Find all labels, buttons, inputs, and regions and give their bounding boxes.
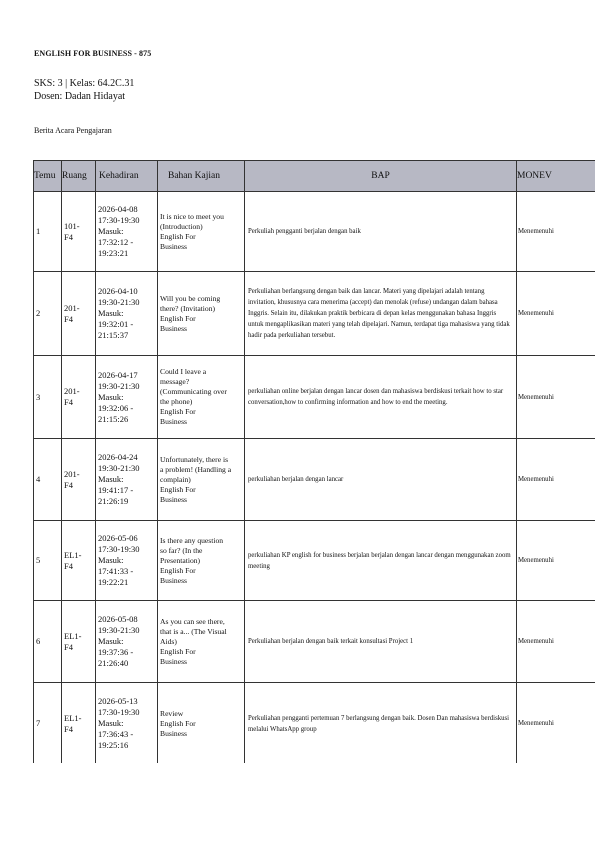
kehadiran-line: Masuk: xyxy=(98,718,124,728)
cell-monev: Menemenuhi xyxy=(517,192,595,272)
table-row xyxy=(34,272,595,356)
cell-bahan-kajian xyxy=(158,683,245,764)
bahan-line: that is a... (The Visual xyxy=(160,626,227,636)
kehadiran-line: 21:26:19 xyxy=(98,496,129,506)
kehadiran-line: 19:25:16 xyxy=(98,740,129,750)
cell-monev: Menemenuhi xyxy=(517,439,595,521)
cell-ruang xyxy=(62,683,96,764)
cell-temu: 5 xyxy=(34,521,62,601)
col-header-bahan-kajian: Bahan Kajian xyxy=(158,161,245,192)
kehadiran-line: Masuk: xyxy=(98,226,124,236)
table-row xyxy=(34,192,595,272)
cell-kehadiran xyxy=(96,683,158,764)
col-header-ruang: Ruang xyxy=(62,161,96,192)
table-row xyxy=(34,683,595,764)
sks-class-info: SKS: 3 | Kelas: 64.2C.31 xyxy=(34,78,135,89)
kehadiran-line: 19:41:17 - xyxy=(98,485,134,495)
kehadiran-line: 2026-04-08 xyxy=(98,204,138,214)
cell-kehadiran xyxy=(96,521,158,601)
bahan-line: English For xyxy=(160,313,196,323)
kehadiran-line: 19:23:21 xyxy=(98,248,129,258)
ruang-line: F4 xyxy=(64,641,73,652)
bahan-line: English For xyxy=(160,407,196,416)
cell-ruang xyxy=(62,439,96,521)
kehadiran-line: 2026-05-13 xyxy=(98,696,138,706)
cell-ruang xyxy=(62,356,96,439)
kehadiran-line: 17:41:33 - xyxy=(98,566,134,576)
ruang-line: EL1- xyxy=(64,549,82,560)
bahan-line: message? xyxy=(160,377,190,386)
bahan-line: Review xyxy=(160,708,184,718)
kehadiran-line: 2026-05-08 xyxy=(98,614,138,624)
kehadiran-line: 21:15:26 xyxy=(98,413,129,424)
kehadiran-line: 19:37:36 - xyxy=(98,647,134,657)
cell-kehadiran xyxy=(96,356,158,439)
bahan-line: It is nice to meet you xyxy=(160,211,224,221)
bahan-line: Business xyxy=(160,575,188,585)
ruang-line: F4 xyxy=(64,231,73,242)
bahan-line: English For xyxy=(160,646,196,656)
cell-bahan-kajian xyxy=(158,521,245,601)
kehadiran-line: 21:15:37 xyxy=(98,330,129,340)
cell-bap: Perkuliah pengganti berjalan dengan baik xyxy=(245,192,517,272)
bahan-line: Aids) xyxy=(160,636,177,646)
section-title: Berita Acara Pengajaran xyxy=(34,126,112,135)
bahan-line: a problem! (Handling a xyxy=(160,464,232,474)
cell-ruang xyxy=(62,192,96,272)
cell-bap: perkuliahan KP english for business berjalan berjalan dengan lancar dengan menggunakan zoom meeting xyxy=(245,521,517,601)
cell-temu: 7 xyxy=(34,683,62,764)
cell-bap: Perkuliahan berlangsung dengan baik dan lancar. Materi yang dipelajari adalah tentang invitation, khususnya cara menerima (accept) dan menolak (refuse) undangan dalam bahasa Inggris. Selain itu, dilakukan praktik berbicara di depan kelas menggunakan bahasa Inggris untuk mengaplikasikan materi yang telah dipelajari. Namun, terdapat tiga mahasiswa yang tidak hadir pada perkuliahan tersebut. xyxy=(245,272,517,356)
cell-monev: Menemenuhi xyxy=(517,272,595,356)
kehadiran-line: 17:30-19:30 xyxy=(98,544,140,554)
cell-temu: 1 xyxy=(34,192,62,272)
col-header-kehadiran: Kehadiran xyxy=(96,161,158,192)
cell-temu: 2 xyxy=(34,272,62,356)
kehadiran-line: 2026-04-17 xyxy=(98,369,138,380)
ruang-line: 201- xyxy=(64,468,80,479)
bahan-line: the phone) xyxy=(160,397,193,406)
kehadiran-line: 2026-04-24 xyxy=(98,452,138,462)
ruang-line: F4 xyxy=(64,479,73,490)
cell-bahan-kajian xyxy=(158,192,245,272)
ruang-line: EL1- xyxy=(64,630,82,641)
bahan-line: English For xyxy=(160,231,196,241)
cell-temu: 3 xyxy=(34,356,62,439)
cell-bap: perkuliahan berjalan dengan lancar xyxy=(245,439,517,521)
bahan-line: Could I leave a xyxy=(160,367,207,376)
ruang-line: F4 xyxy=(64,397,73,407)
cell-bap: perkuliahan online berjalan dengan lancar dosen dan mahasiswa berdiskusi terkait how to star conversation,how to confirming information and how to end the meeting. xyxy=(245,356,517,439)
bahan-line: Is there any question xyxy=(160,535,224,545)
kehadiran-line: Masuk: xyxy=(98,391,124,402)
cell-bahan-kajian xyxy=(158,601,245,683)
cell-kehadiran xyxy=(96,439,158,521)
cell-bahan-kajian xyxy=(158,439,245,521)
col-header-temu: Temu xyxy=(34,161,62,192)
bahan-line: English For xyxy=(160,718,196,728)
bahan-line: Business xyxy=(160,728,188,738)
kehadiran-line: 17:30-19:30 xyxy=(98,215,140,225)
bahan-line: complain) xyxy=(160,474,191,484)
cell-kehadiran xyxy=(96,601,158,683)
kehadiran-line: 19:32:01 - xyxy=(98,319,134,329)
cell-kehadiran xyxy=(96,192,158,272)
kehadiran-line: Masuk: xyxy=(98,474,124,484)
cell-bap: Perkuliahan berjalan dengan baik terkait konsultasi Project 1 xyxy=(245,601,517,683)
bap-table-container xyxy=(33,160,595,763)
kehadiran-line: 19:32:06 - xyxy=(98,402,134,413)
cell-monev: Menemenuhi xyxy=(517,683,595,764)
ruang-line: F4 xyxy=(64,560,73,571)
col-header-monev: MONEV xyxy=(517,161,595,192)
table-row xyxy=(34,521,595,601)
ruang-line: 101- xyxy=(64,220,80,231)
course-title: ENGLISH FOR BUSINESS - 875 xyxy=(34,49,152,58)
cell-monev: Menemenuhi xyxy=(517,601,595,683)
table-row xyxy=(34,601,595,683)
table-row xyxy=(34,439,595,521)
kehadiran-line: Masuk: xyxy=(98,555,124,565)
bahan-line: Will you be coming xyxy=(160,293,221,303)
cell-bap: Perkuliahan pengganti pertemuan 7 berlangsung dengan baik. Dosen Dan mahasiswa berdiskusi melalui WhatsApp group xyxy=(245,683,517,764)
bahan-line: Business xyxy=(160,656,188,666)
cell-ruang xyxy=(62,272,96,356)
bahan-line: Business xyxy=(160,323,188,333)
cell-ruang xyxy=(62,601,96,683)
col-header-bap: BAP xyxy=(245,161,517,192)
bahan-line: Presentation) xyxy=(160,555,201,565)
bap-table xyxy=(33,160,595,763)
bahan-line: (Communicating over xyxy=(160,387,227,396)
kehadiran-line: 17:32:12 - xyxy=(98,237,134,247)
kehadiran-line: 2026-05-06 xyxy=(98,533,138,543)
kehadiran-line: 19:30-21:30 xyxy=(98,463,140,473)
ruang-line: 201- xyxy=(64,386,80,396)
kehadiran-line: Masuk: xyxy=(98,636,124,646)
table-row xyxy=(34,356,595,439)
bahan-line: Business xyxy=(160,417,188,426)
cell-kehadiran xyxy=(96,272,158,356)
bahan-line: so far? (In the xyxy=(160,545,203,555)
cell-monev: Menemenuhi xyxy=(517,356,595,439)
kehadiran-line: 17:30-19:30 xyxy=(98,707,140,717)
kehadiran-line: Masuk: xyxy=(98,308,124,318)
cell-ruang xyxy=(62,521,96,601)
kehadiran-line: 21:26:40 xyxy=(98,658,129,668)
kehadiran-line: 19:30-21:30 xyxy=(98,625,140,635)
table-body xyxy=(34,192,595,764)
lecturer-info: Dosen: Dadan Hidayat xyxy=(34,91,126,102)
ruang-line: 201- xyxy=(64,302,80,313)
cell-bahan-kajian xyxy=(158,272,245,356)
cell-temu: 6 xyxy=(34,601,62,683)
bahan-line: Business xyxy=(160,241,188,251)
kehadiran-line: 17:36:43 - xyxy=(98,729,134,739)
ruang-line: F4 xyxy=(64,723,73,734)
kehadiran-line: 19:30-21:30 xyxy=(98,297,140,307)
ruang-line: EL1- xyxy=(64,712,82,723)
bahan-line: (Introduction) xyxy=(160,221,203,231)
bahan-line: Unfortunately, there is xyxy=(160,454,229,464)
kehadiran-line: 2026-04-10 xyxy=(98,286,138,296)
bahan-line: English For xyxy=(160,484,196,494)
cell-bahan-kajian xyxy=(158,356,245,439)
table-header-row xyxy=(34,161,595,192)
bahan-line: there? (Invitation) xyxy=(160,303,216,313)
bahan-line: As you can see there, xyxy=(160,616,225,626)
bahan-line: English For xyxy=(160,565,196,575)
kehadiran-line: 19:30-21:30 xyxy=(98,380,140,391)
cell-monev: Menemenuhi xyxy=(517,521,595,601)
kehadiran-line: 19:22:21 xyxy=(98,577,129,587)
ruang-line: F4 xyxy=(64,313,73,324)
cell-temu: 4 xyxy=(34,439,62,521)
bahan-line: Business xyxy=(160,494,188,504)
